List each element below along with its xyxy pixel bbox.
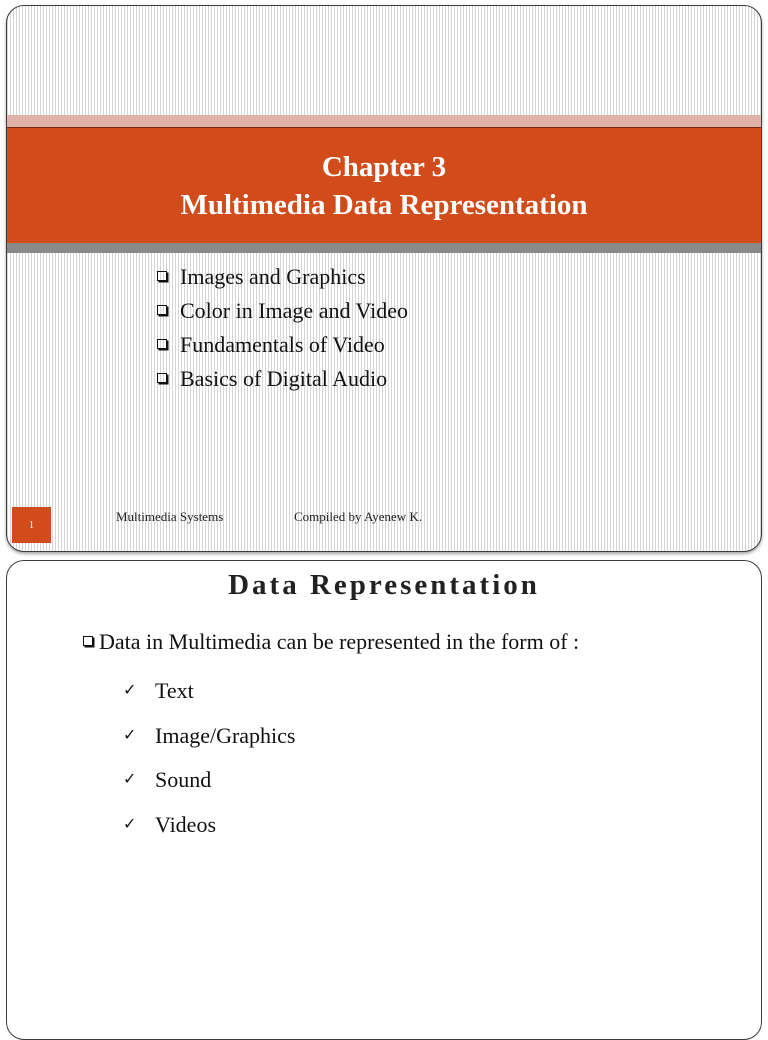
square-bullet-icon: [157, 305, 167, 315]
checkmark-icon: ✓: [123, 682, 137, 699]
slide-1: [6, 5, 762, 552]
list-item: [123, 803, 296, 848]
square-bullet-icon: [157, 339, 167, 349]
list-item: [154, 260, 408, 294]
title-band: [7, 128, 761, 243]
data-type-list: [123, 669, 296, 847]
checkmark-icon: ✓: [123, 815, 137, 833]
footer-author: Compiled by Ayenew K.: [294, 509, 423, 524]
list-item: [123, 758, 296, 803]
footer-course-name: Multimedia Systems: [116, 509, 224, 524]
intro-line: [83, 629, 579, 655]
data-type-label: Text: [155, 678, 194, 703]
list-item: [154, 328, 408, 362]
title-band-top-stripe: [7, 115, 761, 127]
checkmark-icon: ✓: [123, 726, 137, 744]
data-type-label: Videos: [155, 811, 217, 837]
list-item: [154, 362, 408, 396]
topic-label: Images and Graphics: [180, 264, 366, 289]
slide-2: [6, 560, 762, 1040]
square-bullet-icon: [83, 636, 93, 646]
topic-label: Fundamentals of Video: [180, 332, 385, 357]
chapter-title: Chapter 3: [321, 150, 447, 183]
checkmark-icon: ✓: [123, 771, 137, 788]
topic-label: Basics of Digital Audio: [180, 366, 388, 391]
list-item: [123, 714, 296, 759]
list-item: [123, 669, 296, 714]
slide-title: Data Representation: [228, 569, 540, 601]
data-type-label: Sound: [155, 767, 212, 792]
square-bullet-icon: [157, 271, 167, 281]
page-number-badge: 1: [12, 507, 51, 543]
topic-label: Color in Image and Video: [180, 298, 409, 323]
square-bullet-icon: [157, 373, 167, 383]
chapter-subtitle: Multimedia Data Representation: [180, 188, 588, 221]
intro-text: Data in Multimedia can be represented in the form of :: [99, 629, 580, 654]
title-band-bottom-stripe: [7, 243, 761, 253]
data-type-label: Image/Graphics: [155, 722, 296, 748]
topic-list: [154, 260, 408, 396]
list-item: [154, 294, 408, 328]
